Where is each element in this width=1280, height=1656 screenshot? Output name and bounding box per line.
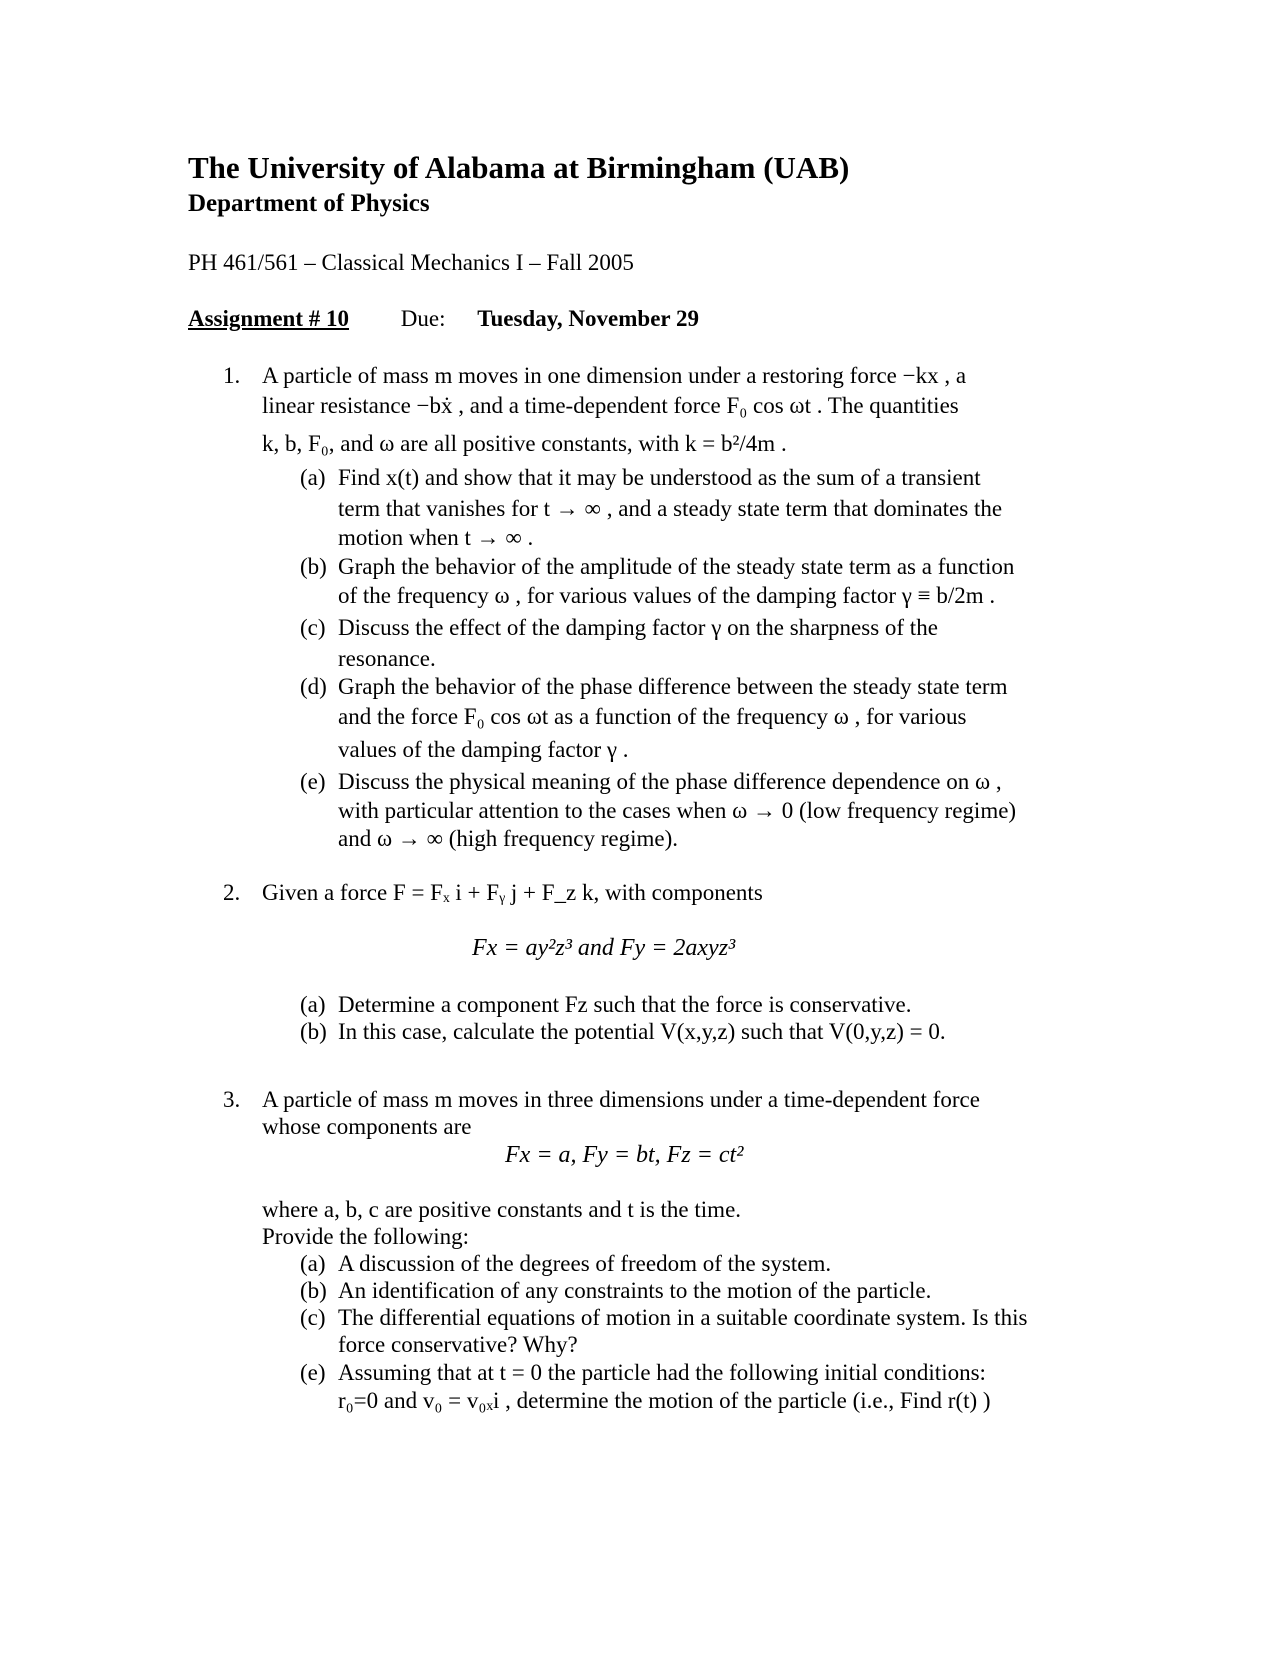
part-text-line: Graph the behavior of the amplitude of the steady state term as a function [338, 554, 1015, 579]
due-label: Due: [400, 306, 446, 331]
due-date: Tuesday, November 29 [477, 306, 699, 331]
part-text-line: In this case, calculate the potential V(x,y,z) such that V(0,y,z) = 0. [338, 1019, 946, 1044]
problem-text-line: k, b, F₀, and ω are all positive constants, with k = b²/4m . [262, 431, 787, 456]
part-label: (c) [300, 615, 326, 640]
equation: Fx = ay²z³ and Fy = 2axyz³ [472, 935, 736, 961]
part-text-line: Discuss the effect of the damping factor γ on the sharpness of the [338, 615, 938, 640]
part-text-line: and the force F₀ cos ωt as a function of the frequency ω , for various [338, 704, 967, 729]
part-text-line: Assuming that at t = 0 the particle had the following initial conditions: [338, 1360, 986, 1385]
part-text-line: values of the damping factor γ . [338, 737, 629, 762]
part-text-line: with particular attention to the cases when ω → 0 (low frequency regime) [338, 798, 1017, 823]
part-label: (d) [300, 674, 327, 699]
department-title: Department of Physics [188, 190, 430, 217]
problem-text-line: Provide the following: [262, 1224, 469, 1249]
problem-text-line: Given a force F = Fₓ i + Fᵧ j + F_z k, with components [262, 880, 763, 905]
course-line: PH 461/561 – Classical Mechanics I – Fall 2005 [188, 250, 634, 275]
part-label: (b) [300, 1019, 327, 1044]
part-text-line: resonance. [338, 646, 436, 671]
part-text-line: and ω → ∞ (high frequency regime). [338, 826, 679, 851]
problem-text-line: whose components are [262, 1114, 472, 1139]
part-text-line: r₀=0 and v₀ = v₀ₓi , determine the motion of the particle (i.e., Find r(t) ) [338, 1388, 991, 1413]
part-text-line: An identification of any constraints to the motion of the particle. [338, 1278, 932, 1303]
problem-text-line: linear resistance −bẋ , and a time-dependent force F₀ cos ωt . The quantities [262, 393, 959, 418]
assignment-line [188, 306, 699, 332]
part-text-line: The differential equations of motion in a suitable coordinate system. Is this [338, 1305, 1028, 1330]
part-text-line: of the frequency ω , for various values of the damping factor γ ≡ b/2m . [338, 583, 996, 608]
university-title: The University of Alabama at Birmingham (UAB) [188, 150, 850, 185]
problem-text-line: where a, b, c are positive constants and t is the time. [262, 1197, 742, 1222]
part-text-line: force conservative? Why? [338, 1332, 578, 1357]
part-label: (c) [300, 1305, 326, 1330]
part-label: (e) [300, 769, 326, 794]
part-text-line: A discussion of the degrees of freedom of the system. [338, 1251, 832, 1276]
part-text-line: Discuss the physical meaning of the phase difference dependence on ω , [338, 769, 1002, 794]
problem-number: 2. [223, 880, 241, 905]
problem-number: 3. [223, 1087, 241, 1112]
part-label: (a) [300, 1251, 326, 1276]
part-text-line: Find x(t) and show that it may be understood as the sum of a transient [338, 465, 981, 490]
assignment-label: Assignment # 10 [188, 306, 350, 331]
equation: Fx = a, Fy = bt, Fz = ct² [505, 1142, 744, 1168]
problem-text-line: A particle of mass m moves in one dimension under a restoring force −kx , a [262, 363, 967, 388]
part-text-line: Graph the behavior of the phase difference between the steady state term [338, 674, 1008, 699]
part-text-line: motion when t → ∞ . [338, 525, 534, 550]
part-text-line: Determine a component Fz such that the force is conservative. [338, 992, 912, 1017]
part-label: (e) [300, 1360, 326, 1385]
part-label: (a) [300, 992, 326, 1017]
part-text-line: term that vanishes for t → ∞ , and a steady state term that dominates the [338, 496, 1003, 521]
part-label: (b) [300, 554, 327, 579]
part-label: (b) [300, 1278, 327, 1303]
problem-text-line: A particle of mass m moves in three dimensions under a time-dependent force [262, 1087, 980, 1112]
part-label: (a) [300, 465, 326, 490]
problem-number: 1. [223, 363, 241, 388]
